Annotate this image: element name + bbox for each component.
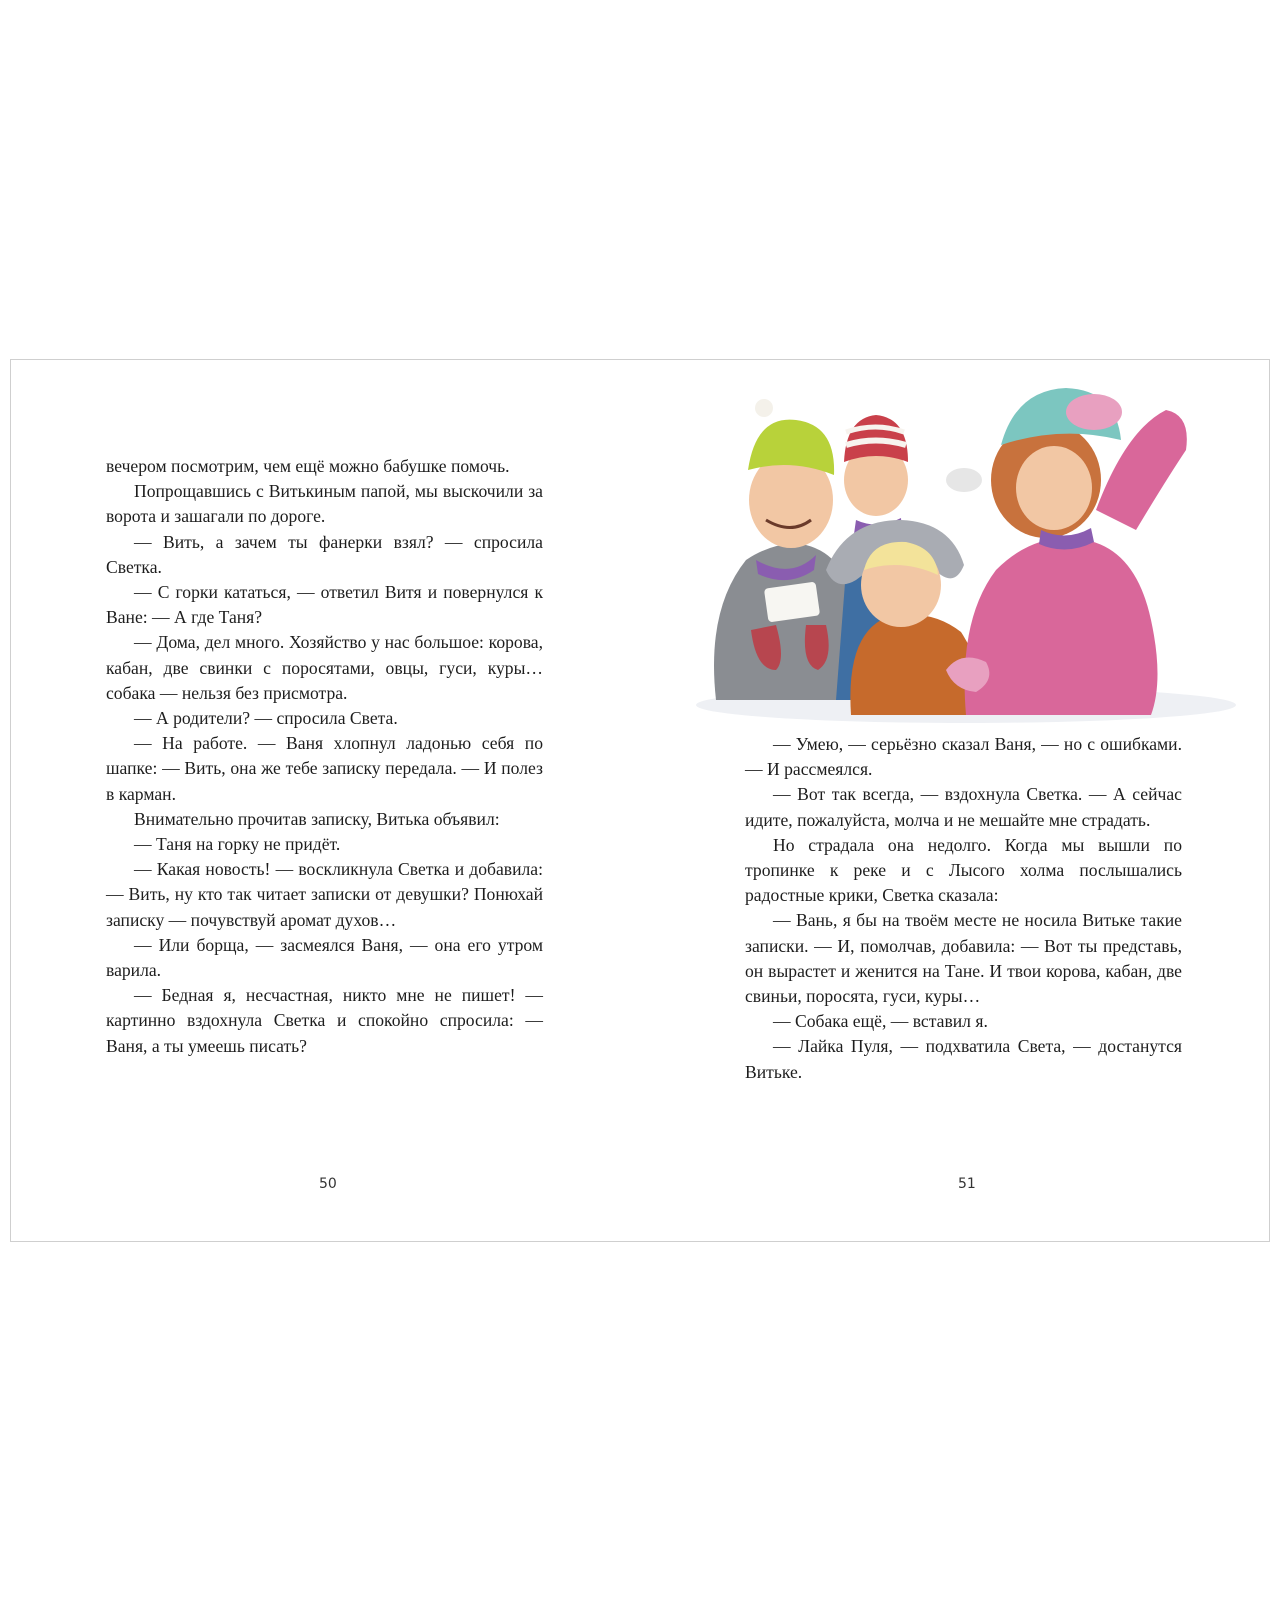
book-spread [10, 359, 1270, 1242]
page-number: 50 [319, 1176, 337, 1192]
paragraph: — Вот так всегда, — вздохнула Светка. — А сейчас идите, пожалуйста, молча и не мешайте мне страдать. [745, 784, 1182, 830]
paragraph: — А родители? — спросила Света. [134, 708, 398, 729]
paragraph: — Вань, я бы на твоём месте не носила Витьке такие записки. — И, помолчав, добавила: — Вот ты представь, он вырастет и женится на Тане. И твои корова, кабан, две свиньи, поросята, гуси, куры… [745, 910, 1182, 1007]
children-in-winter-illustration [696, 370, 1236, 730]
paragraph: — Таня на горку не придёт. [134, 834, 341, 855]
paragraph: Но страдала она недолго. Когда мы вышли по тропинке к реке и с Лысого холма послышались радостные крики, Светка сказала: [745, 834, 1182, 906]
paragraph: Попрощавшись с Витькиным папой, мы выскочили за ворота и зашагали по дороге. [106, 481, 543, 527]
paragraph: — Или борща, — засмеялся Ваня, — она его утром варила. [106, 934, 543, 981]
right-page-text [745, 732, 1182, 1085]
paragraph: Внимательно прочитав записку, Витька объявил: [134, 808, 500, 829]
left-page-text [106, 454, 543, 1059]
page-number: 51 [958, 1176, 976, 1192]
right-page [641, 360, 1271, 1241]
paragraph: — Бедная я, несчастная, никто мне не пишет! — картинно вздохнула Светка и спокойно спросила: — Ваня, а ты умеешь писать? [106, 985, 543, 1056]
paragraph: — Вить, а зачем ты фанерки взял? — спросила Светка. [106, 531, 543, 577]
paragraph: вечером посмотрим, чем ещё можно бабушке помочь. [106, 456, 510, 476]
paragraph: — Лайка Пуля, — подхватила Света, — достанутся Витьке. [745, 1036, 1182, 1082]
paragraph: — На работе. — Ваня хлопнул ладонью себя по шапке: — Вить, она же тебе записку передала. — И полез в карман. [106, 733, 543, 804]
paragraph: — С горки кататься, — ответил Витя и повернулся к Ване: — А где Таня? [106, 582, 543, 628]
paragraph: — Умею, — серьёзно сказал Ваня, — но с ошибками. — И рассмеялся. [745, 734, 1182, 780]
paragraph: — Собака ещё, — вставил я. [773, 1011, 988, 1032]
paragraph: — Дома, дел много. Хозяйство у нас большое: корова, кабан, две свинки с поросятами, овцы, гуси, куры… собака — нельзя без присмотра. [106, 632, 543, 703]
paragraph: — Какая новость! — воскликнула Светка и добавила: — Вить, ну кто так читает записки от девушки? Понюхай записку — почувствуй аромат духов… [106, 859, 543, 930]
left-page [11, 360, 641, 1241]
